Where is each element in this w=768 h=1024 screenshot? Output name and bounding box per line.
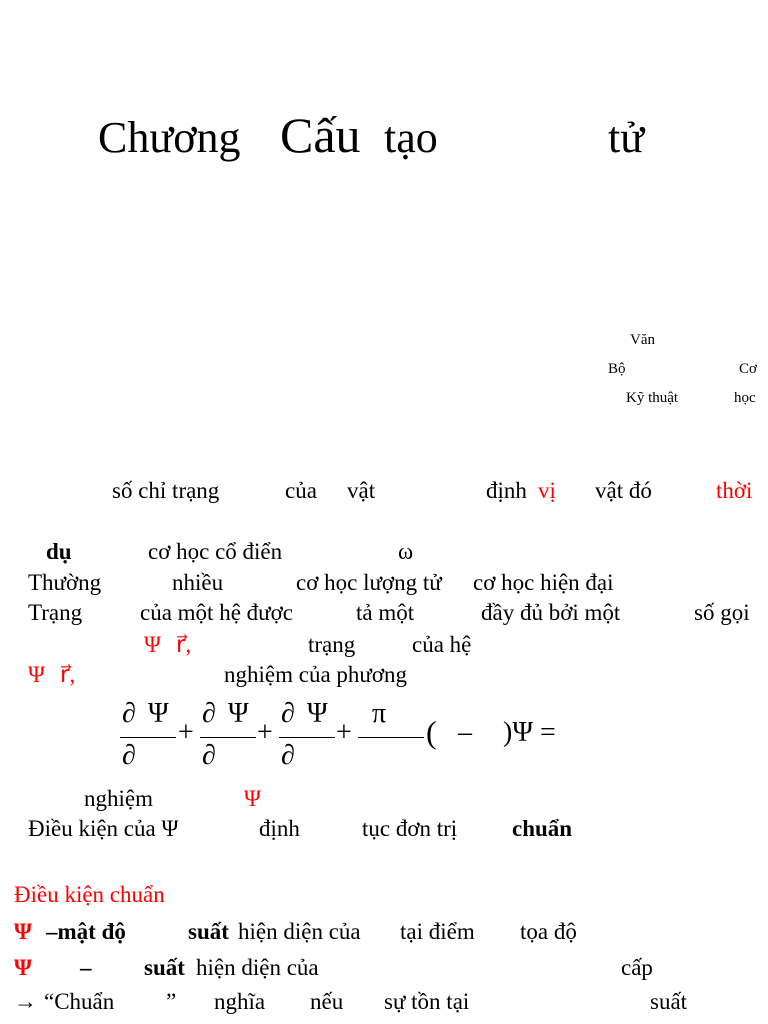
title-word-cau: Cấu	[280, 107, 361, 163]
psi2-symbol: Ψ	[28, 662, 45, 687]
nghiem-a: nghiệm	[84, 786, 153, 811]
psi1-d: của hệ	[412, 632, 472, 657]
arrow-b: ”	[166, 989, 177, 1014]
matdo-psi: Ψ	[14, 919, 32, 944]
eq-frac-line-2	[200, 737, 256, 738]
matdo-b: suất	[188, 919, 229, 944]
author-line2-a: Bộ	[608, 361, 626, 377]
eq-rparen-psi-equals: )Ψ =	[503, 717, 556, 748]
eq-plus-2: +	[257, 717, 273, 748]
intro-e: vị	[538, 478, 556, 503]
eq-partial-1-bot: ∂	[122, 740, 136, 771]
thuong-d: cơ học hiện đại	[473, 570, 614, 595]
title-word-chuong: Chương	[98, 113, 241, 162]
thuong-b: nhiều	[172, 570, 224, 595]
intro-a: số chỉ trạng	[112, 478, 220, 503]
psi1-r: r⃗,	[176, 632, 192, 657]
thuong-c: cơ học lượng tử	[296, 570, 442, 595]
author-line1: Văn	[630, 332, 655, 348]
matdo-c: hiện diện của	[238, 919, 361, 944]
arrow-d: nếu	[310, 989, 344, 1014]
eq-frac-line-1	[120, 737, 176, 738]
eq-partial-2-top: ∂	[202, 698, 216, 729]
thuong-a: Thường	[28, 570, 102, 595]
eq-pi: π	[372, 698, 387, 729]
trang-a: Trạng	[28, 600, 83, 625]
title-word-tao: tạo	[384, 113, 438, 162]
dieukien-d: chuẩn	[512, 816, 573, 841]
trang-b: của một hệ được	[140, 600, 293, 625]
eq-frac-line-4	[358, 737, 424, 738]
dieukien-a: Điều kiện của Ψ	[28, 816, 179, 841]
suat-c: cấp	[621, 955, 653, 980]
trang-e: số gọi	[694, 600, 750, 625]
eq-partial-3-top: ∂	[281, 698, 295, 729]
dieukien-c: tục đơn trị	[362, 816, 458, 841]
dieukien-b: định	[259, 816, 300, 841]
trang-c: tả một	[356, 600, 415, 625]
author-line3-b: học	[734, 390, 756, 406]
intro-d: định	[486, 478, 527, 503]
suat-psi: Ψ	[14, 955, 32, 980]
intro-f: vật đó	[595, 478, 652, 503]
eq-psi-3: Ψ	[307, 698, 328, 729]
arrow-c: nghĩa	[214, 989, 266, 1014]
psi1-c: trạng	[308, 632, 356, 657]
suat-b: hiện diện của	[196, 955, 319, 980]
eq-partial-3-bot: ∂	[281, 740, 295, 771]
psi2-r: r⃗,	[60, 662, 76, 687]
eq-partial-1-top: ∂	[122, 698, 136, 729]
arrow-e: sự tồn tại	[384, 989, 470, 1014]
arrow-icon: →	[14, 989, 37, 1014]
eq-lparen: (	[426, 714, 437, 750]
trang-d: đầy đủ bởi một	[481, 600, 621, 625]
psi2-c: nghiệm của phương	[224, 662, 408, 687]
suat-dash: –	[80, 955, 92, 980]
eq-plus-3: +	[336, 717, 352, 748]
author-line3-a: Kỹ thuật	[626, 390, 679, 406]
arrow-f: suất	[650, 989, 688, 1014]
intro-b: của	[285, 478, 317, 503]
eq-frac-line-3	[279, 737, 335, 738]
eq-psi-2: Ψ	[228, 698, 249, 729]
eq-psi-1: Ψ	[148, 698, 169, 729]
eq-minus: –	[458, 717, 472, 748]
example-symbol: ω	[398, 539, 414, 564]
example-label: dụ	[46, 539, 72, 564]
title-word-tu: tử	[608, 113, 645, 162]
arrow-a: “Chuẩn	[44, 989, 115, 1014]
nghiem-psi: Ψ	[244, 786, 261, 811]
matdo-e: tọa độ	[520, 919, 577, 944]
eq-partial-2-bot: ∂	[202, 740, 216, 771]
psi1-symbol: Ψ	[144, 632, 161, 657]
matdo-a: –mật độ	[46, 919, 126, 944]
intro-c: vật	[347, 478, 376, 503]
heading-dieu-kien-chuan: Điều kiện chuẩn	[14, 882, 165, 907]
example-text: cơ học cổ điển	[148, 539, 283, 564]
eq-plus-1: +	[178, 717, 194, 748]
intro-g: thời	[716, 478, 753, 503]
author-line2-b: Cơ	[739, 361, 757, 377]
suat-a: suất	[144, 955, 185, 980]
matdo-d: tại điểm	[400, 919, 475, 944]
